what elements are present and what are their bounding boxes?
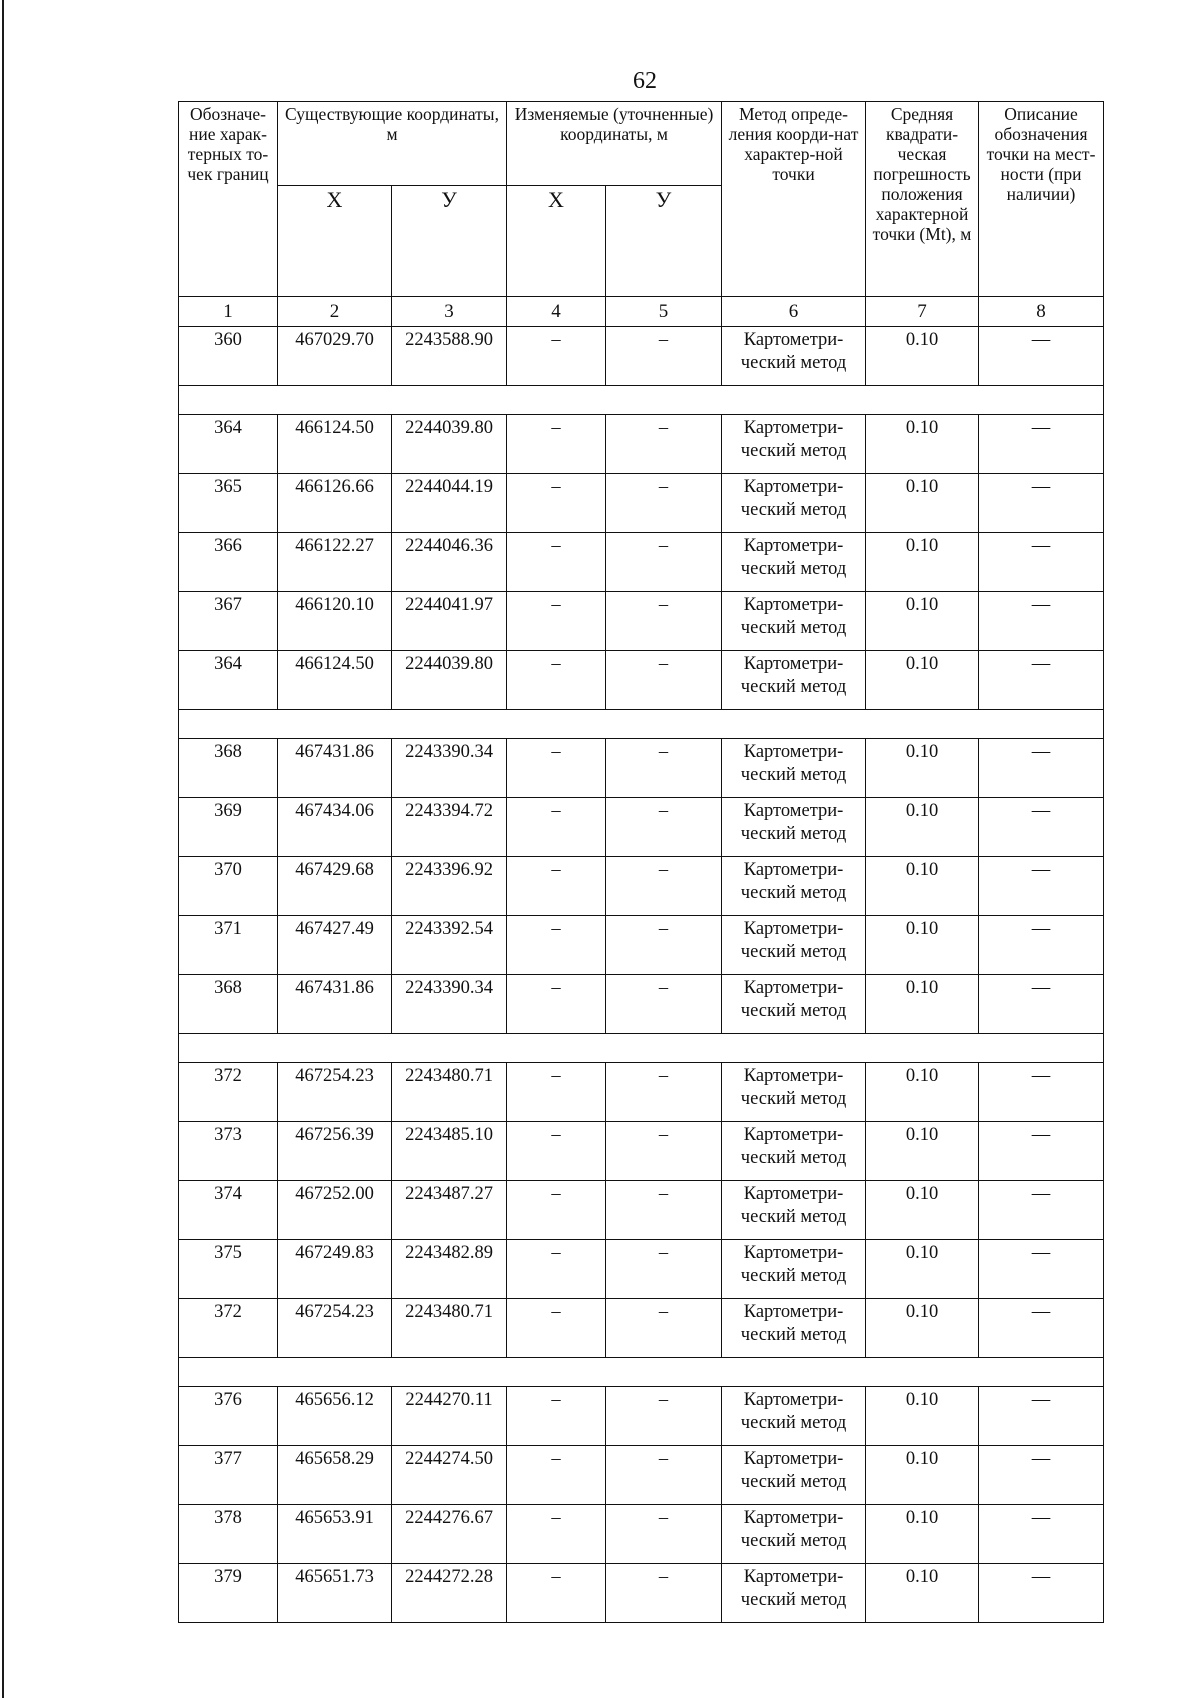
changed-x-cell: – [507, 533, 606, 592]
header-changed-x: Х [507, 186, 606, 297]
table-row [179, 415, 1104, 474]
method-text-line1: Картометри- [743, 1066, 844, 1086]
method-cell [722, 798, 866, 857]
header-existing-coordinates: Существующие координаты, м [278, 102, 507, 186]
method-cell [722, 474, 866, 533]
changed-x-cell: – [507, 327, 606, 386]
point-id-cell: 369 [179, 798, 278, 857]
table-row [179, 1063, 1104, 1122]
changed-y-cell: – [606, 1446, 722, 1505]
changed-x-cell: – [507, 1564, 606, 1623]
error-cell: 0.10 [866, 533, 979, 592]
changed-y-cell: – [606, 739, 722, 798]
table-row [179, 798, 1104, 857]
method-text-line2: ческий метод [740, 353, 847, 373]
description-cell: — [979, 1505, 1104, 1564]
header-method: Метод опреде-ления коорди-нат характер-ной точки [722, 102, 866, 297]
description-cell: — [979, 1181, 1104, 1240]
table-row [179, 1387, 1104, 1446]
point-id-cell: 372 [179, 1299, 278, 1358]
point-id-cell: 379 [179, 1564, 278, 1623]
error-cell: 0.10 [866, 651, 979, 710]
method-text-line1: Картометри- [743, 1125, 844, 1145]
existing-y-cell: 2243485.10 [392, 1122, 507, 1181]
scan-edge-line [2, 0, 4, 1698]
error-cell: 0.10 [866, 975, 979, 1034]
method-text-line1: Картометри- [743, 654, 844, 674]
changed-y-cell: – [606, 533, 722, 592]
boundary-points-table [178, 101, 1104, 1623]
method-cell [722, 857, 866, 916]
changed-x-cell: – [507, 474, 606, 533]
table-row [179, 592, 1104, 651]
changed-y-cell: – [606, 975, 722, 1034]
point-id-cell: 368 [179, 739, 278, 798]
method-cell [722, 1505, 866, 1564]
method-text-line1: Картометри- [743, 978, 844, 998]
column-number-row [179, 297, 1104, 327]
changed-y-cell: – [606, 1564, 722, 1623]
group-separator-cell [179, 1034, 1104, 1063]
point-id-cell: 374 [179, 1181, 278, 1240]
page-number: 62 [633, 68, 657, 94]
column-number: 4 [507, 297, 606, 327]
method-text-line2: ческий метод [740, 1266, 847, 1286]
method-text-line2: ческий метод [740, 1148, 847, 1168]
method-cell [722, 916, 866, 975]
method-text-line1: Картометри- [743, 1449, 844, 1469]
existing-y-cell: 2244276.67 [392, 1505, 507, 1564]
header-designation: Обозначе-ние харак-терных то-чек границ [179, 102, 278, 297]
error-cell: 0.10 [866, 857, 979, 916]
method-cell [722, 1240, 866, 1299]
method-cell [722, 1299, 866, 1358]
table-row [179, 1181, 1104, 1240]
changed-x-cell: – [507, 1387, 606, 1446]
error-cell: 0.10 [866, 415, 979, 474]
existing-y-cell: 2243390.34 [392, 739, 507, 798]
changed-y-cell: – [606, 1181, 722, 1240]
changed-x-cell: – [507, 651, 606, 710]
changed-x-cell: – [507, 1063, 606, 1122]
changed-y-cell: – [606, 474, 722, 533]
description-cell: — [979, 533, 1104, 592]
method-text-line2: ческий метод [740, 1413, 847, 1433]
existing-x-cell: 465651.73 [278, 1564, 392, 1623]
changed-y-cell: – [606, 857, 722, 916]
existing-y-cell: 2243390.34 [392, 975, 507, 1034]
error-cell: 0.10 [866, 327, 979, 386]
existing-y-cell: 2244046.36 [392, 533, 507, 592]
method-cell [722, 975, 866, 1034]
existing-x-cell: 467431.86 [278, 739, 392, 798]
existing-y-cell: 2244044.19 [392, 474, 507, 533]
point-id-cell: 364 [179, 415, 278, 474]
group-separator-cell [179, 1358, 1104, 1387]
group-separator-row [179, 710, 1104, 739]
method-text-line2: ческий метод [740, 500, 847, 520]
changed-x-cell: – [507, 592, 606, 651]
method-text-line1: Картометри- [743, 1508, 844, 1528]
existing-y-cell: 2243480.71 [392, 1299, 507, 1358]
existing-x-cell: 467431.86 [278, 975, 392, 1034]
description-cell: — [979, 1387, 1104, 1446]
description-cell: — [979, 798, 1104, 857]
error-cell: 0.10 [866, 798, 979, 857]
point-id-cell: 372 [179, 1063, 278, 1122]
group-separator-row [179, 386, 1104, 415]
existing-y-cell: 2244041.97 [392, 592, 507, 651]
table-row [179, 327, 1104, 386]
changed-y-cell: – [606, 798, 722, 857]
changed-x-cell: – [507, 1240, 606, 1299]
table-row [179, 857, 1104, 916]
existing-x-cell: 466124.50 [278, 415, 392, 474]
group-separator-row [179, 1034, 1104, 1063]
changed-y-cell: – [606, 1299, 722, 1358]
existing-x-cell: 467427.49 [278, 916, 392, 975]
description-cell: — [979, 1063, 1104, 1122]
error-cell: 0.10 [866, 592, 979, 651]
table-row [179, 975, 1104, 1034]
error-cell: 0.10 [866, 1387, 979, 1446]
changed-x-cell: – [507, 857, 606, 916]
column-number: 2 [278, 297, 392, 327]
method-text-line2: ческий метод [740, 618, 847, 638]
method-cell [722, 1387, 866, 1446]
method-cell [722, 327, 866, 386]
changed-x-cell: – [507, 1122, 606, 1181]
method-text-line2: ческий метод [740, 1207, 847, 1227]
method-cell [722, 533, 866, 592]
description-cell: — [979, 415, 1104, 474]
existing-y-cell: 2243392.54 [392, 916, 507, 975]
changed-y-cell: – [606, 1240, 722, 1299]
existing-x-cell: 467254.23 [278, 1063, 392, 1122]
existing-y-cell: 2243588.90 [392, 327, 507, 386]
description-cell: — [979, 1299, 1104, 1358]
changed-y-cell: – [606, 327, 722, 386]
point-id-cell: 378 [179, 1505, 278, 1564]
method-text-line1: Картометри- [743, 801, 844, 821]
method-text-line2: ческий метод [740, 1472, 847, 1492]
existing-x-cell: 466122.27 [278, 533, 392, 592]
existing-x-cell: 465653.91 [278, 1505, 392, 1564]
group-separator-cell [179, 710, 1104, 739]
method-text-line2: ческий метод [740, 765, 847, 785]
changed-x-cell: – [507, 1181, 606, 1240]
method-text-line2: ческий метод [740, 559, 847, 579]
method-text-line1: Картометри- [743, 418, 844, 438]
existing-y-cell: 2243487.27 [392, 1181, 507, 1240]
changed-y-cell: – [606, 592, 722, 651]
table-row [179, 1240, 1104, 1299]
table-row [179, 739, 1104, 798]
column-number: 5 [606, 297, 722, 327]
error-cell: 0.10 [866, 1181, 979, 1240]
table-row [179, 533, 1104, 592]
method-text-line1: Картометри- [743, 1567, 844, 1587]
method-text-line1: Картометри- [743, 1243, 844, 1263]
header-existing-x: Х [278, 186, 392, 297]
method-text-line1: Картометри- [743, 595, 844, 615]
existing-x-cell: 467256.39 [278, 1122, 392, 1181]
existing-x-cell: 465658.29 [278, 1446, 392, 1505]
method-text-line2: ческий метод [740, 441, 847, 461]
method-text-line2: ческий метод [740, 1325, 847, 1345]
method-text-line2: ческий метод [740, 1531, 847, 1551]
method-text-line1: Картометри- [743, 1184, 844, 1204]
description-cell: — [979, 327, 1104, 386]
method-cell [722, 1063, 866, 1122]
method-text-line1: Картометри- [743, 919, 844, 939]
point-id-cell: 360 [179, 327, 278, 386]
error-cell: 0.10 [866, 1240, 979, 1299]
existing-x-cell: 467434.06 [278, 798, 392, 857]
existing-y-cell: 2244039.80 [392, 651, 507, 710]
method-text-line2: ческий метод [740, 883, 847, 903]
method-text-line1: Картометри- [743, 1390, 844, 1410]
table-row [179, 1299, 1104, 1358]
method-text-line2: ческий метод [740, 824, 847, 844]
existing-y-cell: 2244039.80 [392, 415, 507, 474]
method-cell [722, 651, 866, 710]
existing-x-cell: 467254.23 [278, 1299, 392, 1358]
changed-y-cell: – [606, 916, 722, 975]
header-existing-y: У [392, 186, 507, 297]
description-cell: — [979, 739, 1104, 798]
table-row [179, 916, 1104, 975]
point-id-cell: 368 [179, 975, 278, 1034]
table-row [179, 1505, 1104, 1564]
method-cell [722, 415, 866, 474]
existing-y-cell: 2244274.50 [392, 1446, 507, 1505]
existing-y-cell: 2243396.92 [392, 857, 507, 916]
description-cell: — [979, 474, 1104, 533]
table-row [179, 1564, 1104, 1623]
method-cell [722, 1446, 866, 1505]
column-number: 1 [179, 297, 278, 327]
error-cell: 0.10 [866, 474, 979, 533]
changed-x-cell: – [507, 1299, 606, 1358]
existing-y-cell: 2243482.89 [392, 1240, 507, 1299]
changed-x-cell: – [507, 798, 606, 857]
method-text-line1: Картометри- [743, 860, 844, 880]
changed-x-cell: – [507, 415, 606, 474]
method-cell [722, 592, 866, 651]
method-text-line1: Картометри- [743, 536, 844, 556]
existing-x-cell: 467029.70 [278, 327, 392, 386]
point-id-cell: 377 [179, 1446, 278, 1505]
error-cell: 0.10 [866, 916, 979, 975]
changed-y-cell: – [606, 1505, 722, 1564]
method-text-line1: Картометри- [743, 330, 844, 350]
description-cell: — [979, 975, 1104, 1034]
header-description: Описание обозначения точки на мест-ности (при наличии) [979, 102, 1104, 297]
point-id-cell: 364 [179, 651, 278, 710]
point-id-cell: 370 [179, 857, 278, 916]
column-number: 8 [979, 297, 1104, 327]
error-cell: 0.10 [866, 1122, 979, 1181]
method-cell [722, 1122, 866, 1181]
point-id-cell: 371 [179, 916, 278, 975]
changed-x-cell: – [507, 916, 606, 975]
method-text-line2: ческий метод [740, 1590, 847, 1610]
description-cell: — [979, 916, 1104, 975]
existing-y-cell: 2244270.11 [392, 1387, 507, 1446]
description-cell: — [979, 1564, 1104, 1623]
description-cell: — [979, 651, 1104, 710]
method-text-line1: Картометри- [743, 742, 844, 762]
existing-y-cell: 2243394.72 [392, 798, 507, 857]
error-cell: 0.10 [866, 1063, 979, 1122]
existing-x-cell: 465656.12 [278, 1387, 392, 1446]
group-separator-row [179, 1358, 1104, 1387]
changed-y-cell: – [606, 1063, 722, 1122]
method-text-line1: Картометри- [743, 477, 844, 497]
changed-x-cell: – [507, 1505, 606, 1564]
table-row [179, 1446, 1104, 1505]
changed-x-cell: – [507, 975, 606, 1034]
changed-y-cell: – [606, 1122, 722, 1181]
point-id-cell: 366 [179, 533, 278, 592]
column-number: 7 [866, 297, 979, 327]
method-text-line2: ческий метод [740, 1001, 847, 1021]
method-text-line2: ческий метод [740, 942, 847, 962]
description-cell: — [979, 1240, 1104, 1299]
point-id-cell: 373 [179, 1122, 278, 1181]
method-cell [722, 1181, 866, 1240]
existing-x-cell: 466126.66 [278, 474, 392, 533]
point-id-cell: 376 [179, 1387, 278, 1446]
error-cell: 0.10 [866, 1446, 979, 1505]
changed-y-cell: – [606, 415, 722, 474]
point-id-cell: 367 [179, 592, 278, 651]
error-cell: 0.10 [866, 739, 979, 798]
error-cell: 0.10 [866, 1299, 979, 1358]
column-number: 3 [392, 297, 507, 327]
header-changed-coordinates: Изменяемые (уточненные) координаты, м [507, 102, 722, 186]
header-changed-y: У [606, 186, 722, 297]
existing-x-cell: 467249.83 [278, 1240, 392, 1299]
column-number: 6 [722, 297, 866, 327]
description-cell: — [979, 1122, 1104, 1181]
existing-x-cell: 466120.10 [278, 592, 392, 651]
method-text-line2: ческий метод [740, 1089, 847, 1109]
table-row [179, 651, 1104, 710]
changed-y-cell: – [606, 1387, 722, 1446]
method-text-line2: ческий метод [740, 677, 847, 697]
description-cell: — [979, 592, 1104, 651]
point-id-cell: 375 [179, 1240, 278, 1299]
existing-y-cell: 2243480.71 [392, 1063, 507, 1122]
method-text-line1: Картометри- [743, 1302, 844, 1322]
changed-x-cell: – [507, 739, 606, 798]
existing-x-cell: 467252.00 [278, 1181, 392, 1240]
existing-y-cell: 2244272.28 [392, 1564, 507, 1623]
description-cell: — [979, 857, 1104, 916]
changed-y-cell: – [606, 651, 722, 710]
method-cell [722, 1564, 866, 1623]
method-cell [722, 739, 866, 798]
table-row [179, 1122, 1104, 1181]
header-mean-square-error: Средняя квадрати-ческая погрешность положения характерной точки (Mt), м [866, 102, 979, 297]
error-cell: 0.10 [866, 1564, 979, 1623]
changed-x-cell: – [507, 1446, 606, 1505]
table-row [179, 474, 1104, 533]
existing-x-cell: 466124.50 [278, 651, 392, 710]
description-cell: — [979, 1446, 1104, 1505]
error-cell: 0.10 [866, 1505, 979, 1564]
group-separator-cell [179, 386, 1104, 415]
existing-x-cell: 467429.68 [278, 857, 392, 916]
point-id-cell: 365 [179, 474, 278, 533]
